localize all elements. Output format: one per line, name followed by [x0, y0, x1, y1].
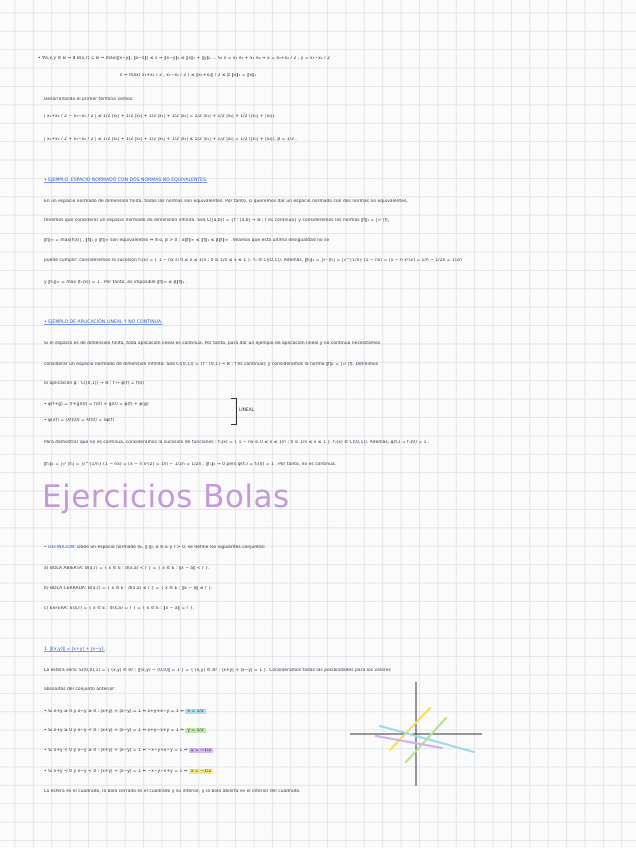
exercise-heading: 1. ‖(x,y)‖ = |x+y| + |x−y|. [44, 647, 105, 652]
case-text: • Si x+y ≥ 0 y x−y < 0 : |x+y| + |x−y| = 1 ⇔ x+y−x+y = 1 ⇔ [44, 728, 184, 733]
case-text: • Si x+y ≥ 0 y x−y ≥ 0 : |x+y| + |x−y| = 1 ⇔ x+y+x−y = 1 ⇔ [44, 709, 184, 714]
case-line [44, 728, 334, 734]
intro-line-4: | x₁+x₂ / 2 − x₁−x₂ / 2 | ≤ 1/2 |x₁| + 1/2 |x₂| + 1/2 |x₁| + 1/2 |x₂| = 1/2 |x₁| + 1/2 |x₂| + 1/2 (|x₁| + |x₂|). [44, 114, 276, 119]
norms-line-3: ‖f‖∞ = máx|f(x)| , ‖f‖₁ y ‖f‖∞ son equivalentes ⇔ ∃ α, β > 0 : α‖f‖∞ ≤ ‖f‖₁ ≤ β‖f‖∞ . Veamos que esta última desigualdad no se [44, 238, 330, 243]
definition-line [44, 545, 604, 551]
definition-item-closed-ball: b) BOLA CERRADA: B̄(a,r) = { x ∈ E : d(x,a) ≤ r } = { x ∈ E : ‖x − a‖ ≤ r }. [44, 586, 213, 591]
section-heading-linear: • EJEMPLO DE APLICACIÓN LINEAL Y NO CONTINUA. [44, 320, 163, 325]
case-line [44, 709, 334, 715]
line-y-neg-half [376, 736, 442, 748]
definition-item-sphere: c) ESFERA: S(a,r) = { x ∈ E : d(x,a) = r } = { x ∈ E : ‖x − a‖ = r }. [44, 606, 195, 611]
definition-heading: • DEFINICIÓN: [44, 545, 76, 550]
norms-line-4: puede cumplir: consideremos la sucesión fₙ(x) = { 1 − nx si 0 ≤ x ≤ 1/n ; 0 si 1/n ≤ x ≤ 1 }. fₙ ∈ C([0,1]). Además, ‖fₙ‖₁ = ∫₀¹ |fₙ| = ∫₀^{1/n} (1 − nx) = [x − n x²/2] = 1/n − 1/2n = 1/2n [44, 258, 463, 263]
linear-line-6: Para demostrar que no es continua, consideramos la sucesión de funciones : fₙ(x) = { 1 − nx si 0 ≤ x ≤ 1/n ; 0 si 1/n ≤ x ≤ 1 }. fₙ(x) ∈ C([0,1]). Además, φ(fₙ) = fₙ(0) = 1 . [44, 440, 430, 445]
intro-line-2: ε ⇒ máx( x₁+x₂ / 2 , x₁−x₂ / 2 ) ≤ ‖x₁+x₂‖ / 2 ≤ β ‖x‖₁ = ‖x‖₁ [120, 73, 257, 78]
intro-line-5: | x₁+x₂ / 2 + x₁−x₂ / 2 | ≤ 1/2 |x₁| + 1/2 |x₂| + 1/2 |x₁| + 1/2 |x₂| ≤ 1/2 |x₁| + 1/2 |x₂| = 1/2 (|x₁| + |x₂|), β = 1/2 . [44, 137, 297, 142]
case-result: y = 1/2 [187, 728, 204, 733]
intro-line-1: • ∀a,x,y ∈ B ⇒ ∃ B(x,r) ⊆ B ⇒ máx(‖x−y‖, ‖x−z‖) ≤ ε ⇒ ‖x−y‖₁ ≤ ‖x‖₁ + ‖y‖₁ ... Si x = x₁ e₁ + x₂ e₂ ⇒ x = x₁+x₂ / 2 , y = x₁−x₂ / 2 [38, 56, 331, 61]
linear-line-1: Si el espacio es de dimensión finita, toda aplicación lineal es continua. Por tanto, para dar un ejemplo de aplicación lineal y no continua necesitamos [44, 341, 381, 346]
norms-line-2: tenemos que considerar un espacio normado de dimensión infinita. Sea C([a,b]) = {f : [a,b] → ℝ : f es continua} y consideremos las normas ‖f‖₁ = ∫₀¹ |f|, [44, 218, 390, 223]
case-text: • Si x+y < 0 y x−y < 0 : |x+y| + |x−y| = 1 ⇔ −x−y−x+y = 1 ⇔ [44, 769, 188, 774]
norms-line-5: y ‖fₙ‖∞ = máx |fₙ(x)| = 1 . Por tanto, es imposible ‖f‖∞ ≤ β‖f‖₁ . [44, 280, 188, 285]
case-result: x = −1/2 [191, 769, 212, 774]
linearity-label: LINEAL. [239, 408, 256, 413]
case-result: y = −1/2 [191, 748, 212, 753]
exercise-conclusion: La esfera es el cuadrado, la bola cerrada es el cuadrado y su interior, y la bola abierta es el interior del cuadrado. [44, 789, 301, 794]
exercise-line-2: absolutos del conjunto anterior: [44, 687, 116, 692]
intro-line-3: Desarrollando el primer término vemos: [44, 97, 134, 102]
linear-line-2: considerar un espacio normado de dimensión infinita. Sea C([0,1]) = {f : [0,1] → ℝ : f es continua} y consideramos la norma ‖f‖₁ = ∫₀¹ |f|. Definimos [44, 362, 379, 367]
norms-line-1: En un espacio normado de dimensión finita, todas las normas son equivalentes. Por tanto, si queremos dar un espacio normado con dos normas no equivalentes, [44, 199, 408, 204]
definition-text: Dado un espacio normado (E, ‖·‖), a ∈ E y r > 0, se define los siguientes conjuntos: [77, 545, 266, 550]
exercise-line-1: La esfera será: S((0,0),1) = { (x,y) ∈ ℝ² : ‖(x,y) − (0,0)‖ = 1 } = { (x,y) ∈ ℝ² : |x+y| + |x−y| = 1 }. Consideramos todas las posibilidades para los valores [44, 668, 391, 673]
section-heading-norms: • EJEMPLO. ESPACIO NORMADO CON DOS NORMAS NO EQUIVALENTES. [44, 178, 208, 183]
definition-item-open-ball: a) BOLA ABIERTA: B(a,r) = { x ∈ E : d(x,a) < r } = { x ∈ E : ‖x − a‖ < r }. [44, 566, 210, 571]
linear-line-7: ‖fₙ‖₁ = ∫₀¹ |fₙ| = ∫₀^{1/n} (1 − nx) = [x − n x²/2] = 1/n − 1/2n = 1/2n , ‖fₙ‖₁ → 0 pero φ(fₙ) = fₙ(0) = 1 . Por tanto, no es continua. [44, 462, 337, 467]
case-line [44, 769, 334, 775]
sphere-sketch-graph [346, 678, 486, 790]
page-title: Ejercicios Bolas [42, 479, 290, 515]
linearity-brace [231, 398, 237, 425]
line-x-half [406, 718, 446, 762]
linear-line-3: la aplicación φ : C([0,1]) → ℝ ; f ↦ φ(f) = f(0) [44, 381, 144, 386]
linear-line-4: • φ(f+g) = (f+g)(0) = f(0) + g(0) = φ(f) + φ(g) [44, 402, 149, 407]
case-result: x = 1/2 [187, 709, 204, 714]
case-text: • Si x+y < 0 y x−y ≥ 0 : |x+y| + |x−y| = 1 ⇔ −x−y+x−y = 1 ⇔ [44, 748, 188, 753]
linear-line-5: • φ(λf) = (λf)(0) = λf(0) = λφ(f) [44, 418, 115, 423]
case-line [44, 748, 334, 754]
